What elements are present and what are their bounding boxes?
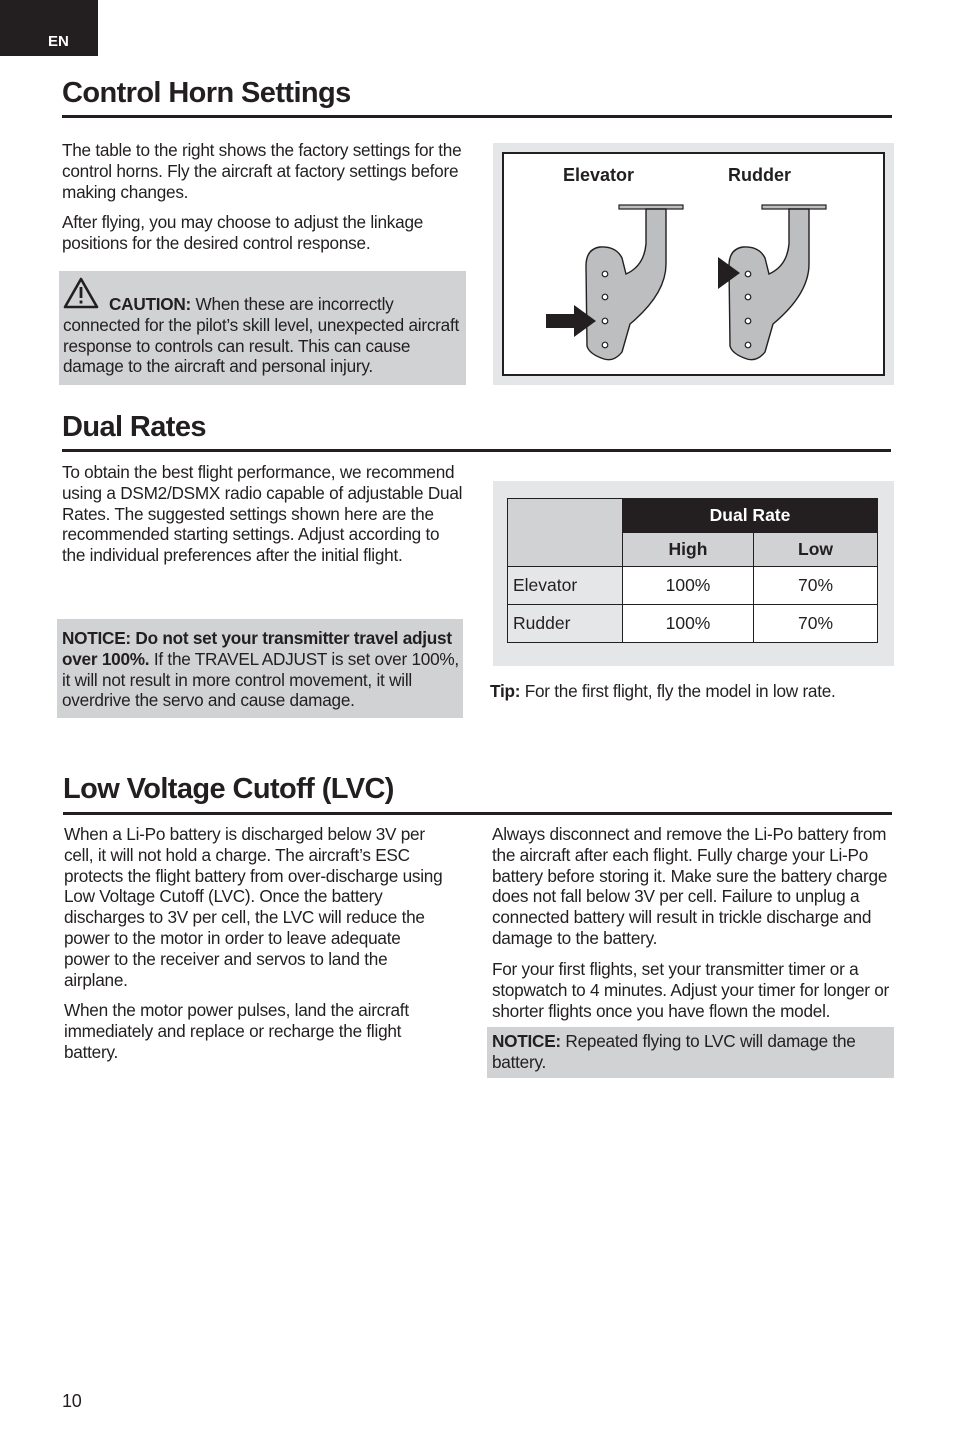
control-horn-diagram — [504, 154, 884, 376]
lvc-notice-body: Repeated flying to LVC will damage the battery. — [492, 1031, 856, 1072]
table-cell-low: 70% — [754, 605, 878, 643]
caution-body: When these are incorrectly connected for the pilot’s skill level, unexpected aircraft response to controls can result. This can cause damage to the aircraft and personal injury. — [63, 294, 459, 377]
table-row-label: Rudder — [508, 605, 623, 643]
dual-rates-tip — [490, 681, 910, 702]
caution-label: CAUTION: — [109, 294, 192, 314]
table-row-label: Elevator — [508, 567, 623, 605]
elevator-horn-icon — [586, 205, 683, 360]
table-row — [508, 605, 878, 643]
table-cell-low: 70% — [754, 567, 878, 605]
figure-label-rudder: Rudder — [728, 165, 791, 185]
lvc-notice-label: NOTICE: — [492, 1031, 561, 1051]
language-tab-label: EN — [48, 33, 69, 50]
control-horn-para-1: The table to the right shows the factory settings for the control horns. Fly the aircraft at factory settings before making changes. — [62, 140, 462, 202]
control-horn-para-2: After flying, you may choose to adjust the linkage positions for the desired control response. — [62, 212, 424, 253]
dual-rates-notice-text — [62, 628, 462, 711]
table-cell-high: 100% — [623, 605, 754, 643]
dual-rate-table-box — [493, 481, 894, 666]
section-rule — [62, 449, 891, 452]
tip-label: Tip: — [490, 681, 521, 701]
lvc-notice-text — [492, 1031, 888, 1073]
lvc-left-para-2: When the motor power pulses, land the aircraft immediately and replace or recharge the flight battery. — [64, 1000, 409, 1062]
dual-rates-notice-box — [57, 619, 463, 718]
rudder-horn-icon — [729, 205, 826, 360]
lvc-left-para-1: When a Li-Po battery is discharged below 3V per cell, it will not hold a charge. The aircraft’s ESC protects the flight battery from over-discharge using Low Voltage Cutoff (LVC). Once the battery discharges to 3V per cell, the LVC will reduce the power to the motor in order to leave adequate power to the receiver and servos to land the airplane. — [64, 824, 443, 990]
caution-box — [59, 271, 466, 385]
table-header-dual-rate: Dual Rate — [623, 499, 878, 533]
dual-rate-table — [507, 498, 878, 643]
lvc-notice-box — [487, 1027, 894, 1078]
table-header-low: Low — [754, 533, 878, 567]
section-title-dual-rates: Dual Rates — [62, 411, 206, 443]
section-title-lvc: Low Voltage Cutoff (LVC) — [63, 773, 394, 805]
table-corner — [508, 499, 623, 567]
table-row — [508, 567, 878, 605]
caution-text — [63, 294, 459, 377]
lvc-right-para-1: Always disconnect and remove the Li-Po battery from the aircraft after each flight. Fully charge your Li-Po battery before storing it. Make sure the battery charge does not fall below 3V per cell. Failure to unplug a connected battery will result in trickle discharge and damage to the battery. — [492, 824, 888, 948]
lvc-right-para-2: For your first flights, set your transmitter timer or a stopwatch to 4 minutes. Adjust your timer for longer or shorter flights once you have flown the model. — [492, 959, 890, 1021]
table-cell-high: 100% — [623, 567, 754, 605]
dual-rates-notice-body: If the TRAVEL ADJUST is set over 100%, it will not result in more control movement, it will overdrive the servo and cause damage. — [62, 648, 459, 711]
control-horn-figure-frame — [502, 152, 885, 376]
language-tab — [0, 0, 98, 56]
tip-text: For the first flight, fly the model in low rate. — [520, 681, 836, 701]
page-number: 10 — [62, 1391, 82, 1411]
control-horn-figure — [493, 143, 894, 385]
section-rule — [63, 812, 892, 815]
dual-rates-para: To obtain the best flight performance, we recommend using a DSM2/DSMX radio capable of adjustable Dual Rates. The suggested settings shown here are the recommended starting settings. Adjust according to the individual preferences after the initial flight. — [62, 462, 463, 566]
dual-rates-notice-label: NOTICE: Do not set your transmitter travel adjust over 100%. — [62, 628, 452, 669]
table-header-high: High — [623, 533, 754, 567]
section-rule — [62, 115, 892, 118]
figure-label-elevator: Elevator — [563, 165, 635, 185]
section-title-control-horn: Control Horn Settings — [62, 77, 351, 109]
